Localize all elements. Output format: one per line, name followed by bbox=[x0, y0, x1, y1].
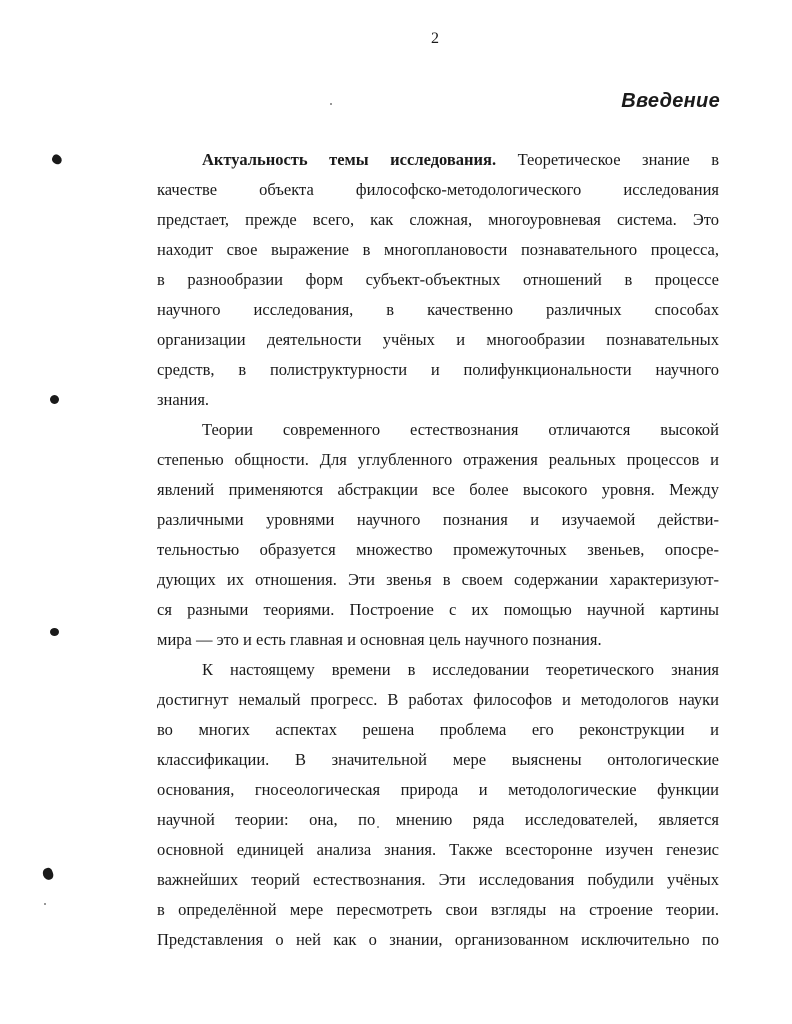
scan-mark bbox=[41, 867, 55, 882]
scan-mark bbox=[50, 153, 63, 166]
text-line: организации деятельности учёных и многообразии познавательных bbox=[157, 330, 719, 349]
bold-lead: Актуальность темы исследования. bbox=[202, 150, 497, 169]
scan-speck bbox=[44, 903, 46, 905]
page-number: 2 bbox=[431, 30, 439, 47]
text-line bbox=[157, 145, 719, 175]
text-line: качестве объекта философско-методологического исследования bbox=[157, 180, 719, 199]
text-line: научного исследования, в качественно различных способах bbox=[157, 300, 719, 319]
text-line: в определённой мере пересмотреть свои взгляды на строение теории. bbox=[157, 900, 719, 919]
scan-speck bbox=[330, 103, 332, 105]
scan-mark bbox=[50, 395, 59, 404]
text-line: во многих аспектах решена проблема его реконструкции и bbox=[157, 720, 719, 739]
text-line: мира — это и есть главная и основная цель научного познания. bbox=[157, 630, 602, 649]
text-line: научной теории: она, по мнению ряда исследователей, является bbox=[157, 810, 719, 829]
text-line: классификации. В значительной мере выяснены онтологические bbox=[157, 750, 719, 769]
text-line: основной единицей анализа знания. Также всесторонне изучен генезис bbox=[157, 840, 719, 859]
text-line: Теории современного естествознания отличаются высокой bbox=[202, 420, 719, 439]
text-line: важнейших теорий естествознания. Эти исследования побудили учёных bbox=[157, 870, 719, 889]
body-text bbox=[157, 145, 719, 955]
text-line: степенью общности. Для углубленного отражения реальных процессов и bbox=[157, 450, 719, 469]
text-line: знания. bbox=[157, 390, 210, 409]
text-line: Представления о ней как о знании, организованном исключительно по bbox=[157, 930, 719, 949]
text-line-content: Теоретическое знание в bbox=[517, 150, 719, 169]
scan-mark bbox=[50, 628, 59, 636]
text-line: дующих их отношения. Эти звенья в своем содержании характеризуют- bbox=[157, 570, 719, 589]
text-line: основания, гносеологическая природа и методологические функции bbox=[157, 780, 719, 799]
text-line: ся разными теориями. Построение с их помощью научной картины bbox=[157, 600, 719, 619]
text-line: достигнут немалый прогресс. В работах философов и методологов науки bbox=[157, 690, 719, 709]
text-line: находит свое выражение в многоплановости познавательного процесса, bbox=[157, 240, 719, 259]
text-line: К настоящему времени в исследовании теоретического знания bbox=[202, 660, 719, 679]
text-line: явлений применяются абстракции все более высокого уровня. Между bbox=[157, 480, 719, 499]
text-line: тельностью образуется множество промежуточных звеньев, опосре- bbox=[157, 540, 719, 559]
text-line: средств, в полиструктурности и полифункциональности научного bbox=[157, 360, 719, 379]
text-line: различными уровнями научного познания и изучаемой действи- bbox=[157, 510, 719, 529]
text-line: предстает, прежде всего, как сложная, многоуровневая система. Это bbox=[157, 210, 719, 229]
text-line: в разнообразии форм субъект-объектных отношений в процессе bbox=[157, 270, 719, 289]
section-heading: Введение bbox=[621, 90, 720, 112]
